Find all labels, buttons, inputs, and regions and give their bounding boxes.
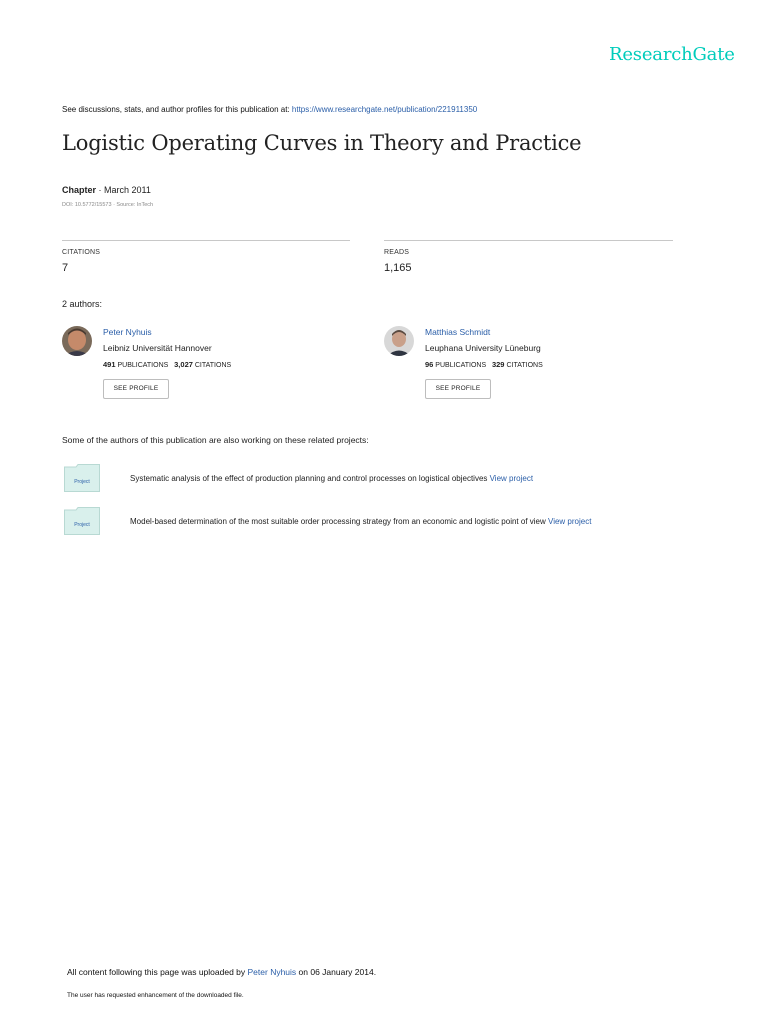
- project-icon-label: Project: [74, 522, 90, 528]
- enhancement-note: The user has requested enhancement of the downloaded file.: [67, 992, 244, 999]
- publications-label: PUBLICATIONS: [435, 362, 487, 369]
- view-project-link[interactable]: View project: [489, 474, 534, 483]
- author-stats: [103, 360, 231, 369]
- upload-prefix: All content following this page was uploaded by: [67, 967, 248, 977]
- uploader-link[interactable]: Peter Nyhuis: [247, 967, 297, 977]
- researchgate-logo[interactable]: ResearchGate: [609, 44, 735, 65]
- citations-value: 7: [62, 262, 69, 274]
- author-name-link[interactable]: Peter Nyhuis: [103, 327, 152, 337]
- see-discussions-text: See discussions, stats, and author profiles for this publication at:: [62, 105, 292, 114]
- upload-note: [67, 967, 376, 977]
- citations-divider: [62, 240, 350, 241]
- publication-date: March 2011: [104, 185, 151, 195]
- author-photo-icon: [384, 326, 414, 356]
- reads-label: READS: [384, 249, 410, 256]
- author-photo-icon: [62, 326, 92, 356]
- project-text: Model-based determination of the most suitable order processing strategy from an economic and logistic point of view: [130, 517, 548, 526]
- author-citations-count: 329: [491, 360, 505, 369]
- publications-count: 491: [103, 360, 116, 369]
- author-name-link[interactable]: Matthias Schmidt: [425, 327, 491, 337]
- project-text: Systematic analysis of the effect of production planning and control processes on logistical objectives: [130, 474, 490, 483]
- author-institution: Leibniz Universität Hannover: [103, 343, 212, 353]
- author-citations-count: 3,027: [174, 360, 193, 369]
- publications-label: PUBLICATIONS: [117, 362, 169, 369]
- related-projects-heading: Some of the authors of this publication are also working on these related projects:: [62, 435, 369, 445]
- project-description: [130, 517, 591, 526]
- view-project-link[interactable]: View project: [548, 517, 592, 526]
- publication-url-link[interactable]: https://www.researchgate.net/publication/221911350: [291, 105, 478, 114]
- authors-heading: 2 authors:: [62, 299, 103, 309]
- reads-divider: [384, 240, 673, 241]
- project-description: [130, 474, 533, 483]
- upload-suffix: on 06 January 2014.: [296, 967, 377, 977]
- project-folder-icon[interactable]: [64, 464, 100, 492]
- meta-separator: ·: [96, 185, 105, 195]
- author-citations-label: CITATIONS: [194, 362, 232, 369]
- see-profile-button[interactable]: SEE PROFILE: [425, 379, 491, 399]
- publication-meta: [62, 185, 151, 195]
- see-profile-button[interactable]: SEE PROFILE: [103, 379, 169, 399]
- author-avatar[interactable]: [62, 326, 92, 356]
- citations-label: CITATIONS: [62, 249, 101, 256]
- project-icon-label: Project: [74, 479, 90, 485]
- publication-title: Logistic Operating Curves in Theory and Practice: [62, 131, 582, 155]
- reads-value: 1,165: [384, 262, 412, 274]
- doi-source-line: DOI: 10.5772/15573 · Source: InTech: [62, 202, 154, 208]
- author-citations-label: CITATIONS: [506, 362, 543, 369]
- author-avatar[interactable]: [384, 326, 414, 356]
- author-stats: [425, 360, 543, 369]
- see-discussions-line: [62, 105, 477, 114]
- publication-type: Chapter: [62, 185, 97, 195]
- publications-count: 96: [425, 360, 434, 369]
- project-folder-icon[interactable]: [64, 507, 100, 535]
- author-institution: Leuphana University Lüneburg: [425, 343, 541, 353]
